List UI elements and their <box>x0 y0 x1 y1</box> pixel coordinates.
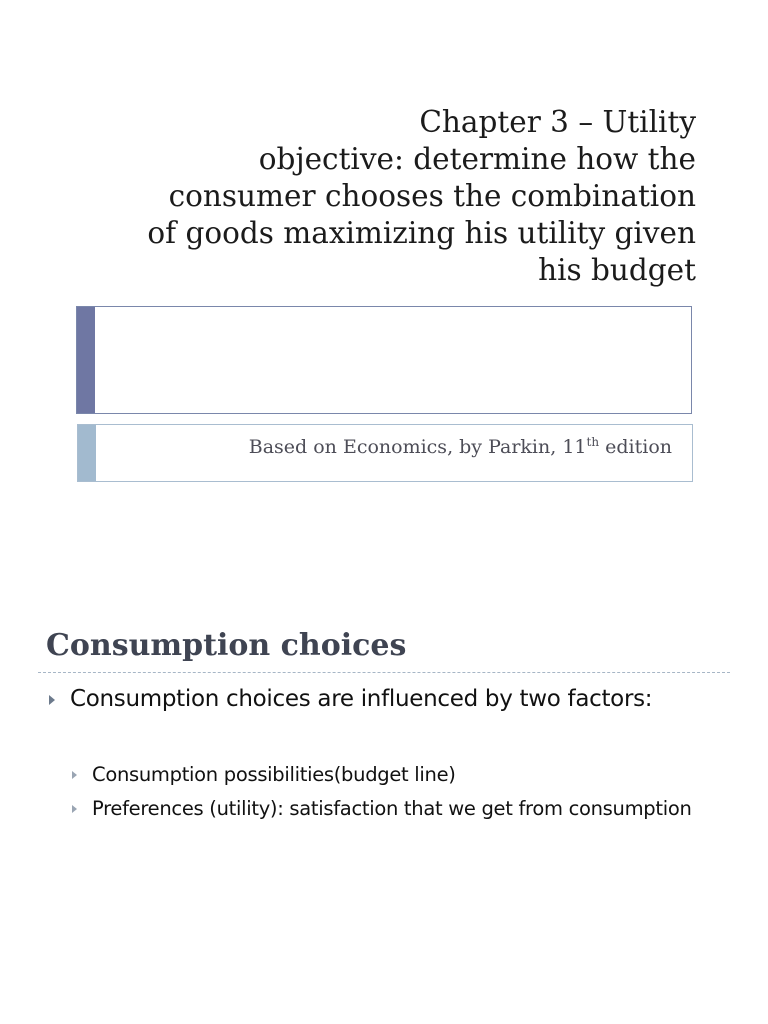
sub-bullet-arrow-icon <box>72 805 77 813</box>
subtitle-box <box>77 424 693 482</box>
bullet-item <box>70 686 652 712</box>
title-line: of goods maximizing his utility given <box>147 216 696 250</box>
subtitle-superscript: th <box>586 435 600 449</box>
title-line: objective: determine how the <box>258 142 696 176</box>
sub-bullet-item <box>92 797 692 820</box>
sub-bullet-arrow-icon <box>72 771 77 779</box>
title-line: his budget <box>538 253 696 287</box>
heading-divider <box>38 672 730 673</box>
title-line: consumer chooses the combination <box>168 179 696 213</box>
sub-bullet-text: Preferences (utility): satisfaction that we get from consumption <box>92 797 692 820</box>
bullet-arrow-icon <box>49 695 55 705</box>
bullet-text: Consumption choices are influenced by two factors: <box>70 686 653 712</box>
title-banner-box <box>76 306 692 414</box>
slide-title <box>56 104 696 289</box>
subtitle-accent-bar <box>78 425 96 481</box>
sub-bullet-text: Consumption possibilities(budget line) <box>92 763 456 786</box>
subtitle-suffix: edition <box>599 436 672 458</box>
sub-bullet-item <box>92 763 456 786</box>
section-heading: Consumption choices <box>46 628 407 663</box>
title-line: Chapter 3 – Utility <box>419 105 696 139</box>
subtitle-prefix: Based on Economics, by Parkin, 11 <box>248 436 587 458</box>
subtitle-text <box>249 436 672 458</box>
banner-accent-bar <box>77 307 95 413</box>
